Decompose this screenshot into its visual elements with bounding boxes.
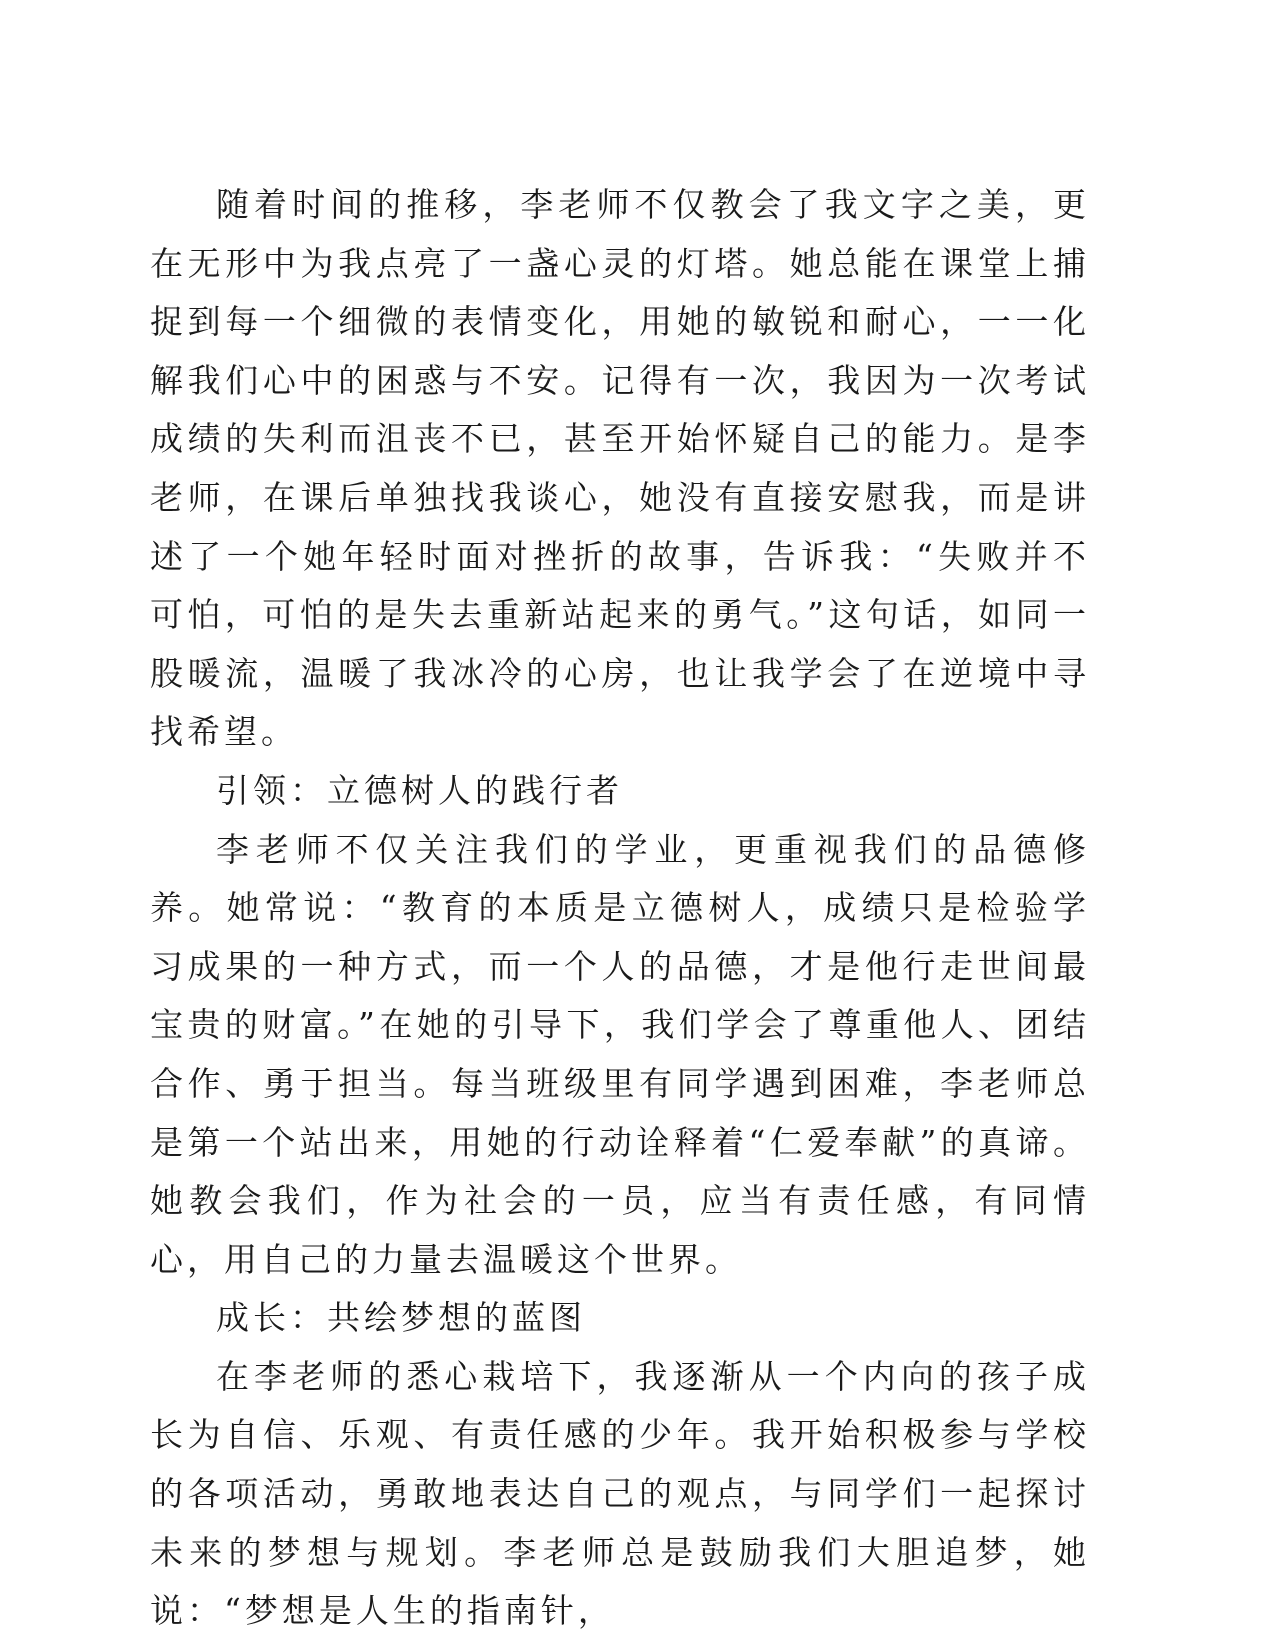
- document-body: [150, 176, 1090, 1641]
- paragraph-growth: 在李老师的悉心栽培下，我逐渐从一个内向的孩子成长为自信、乐观、有责任感的少年。我开始积极参与学校的各项活动，勇敢地表达自己的观点，与同学们一起探讨未来的梦想与规划。李老师总是鼓励我们大胆追梦，她说：“梦想是人生的指南针，: [150, 1356, 1090, 1631]
- paragraph-teaching-beauty: 随着时间的推移，李老师不仅教会了我文字之美，更在无形中为我点亮了一盏心灵的灯塔。她总能在课堂上捕捉到每一个细微的表情变化，用她的敏锐和耐心，一一化解我们心中的困惑与不安。记得有一次，我因为一次考试成绩的失利而沮丧不已，甚至开始怀疑自己的能力。是李老师，在课后单独找我谈心，她没有直接安慰我，而是讲述了一个她年轻时面对挫折的故事，告诉我：“失败并不可怕，可怕的是失去重新站起来的勇气。”这句话，如同一股暖流，温暖了我冰冷的心房，也让我学会了在逆境中寻找希望。: [150, 185, 1090, 752]
- section-heading-leading: 引领：立德树人的践行者: [216, 770, 623, 810]
- paragraph-moral-education: 李老师不仅关注我们的学业，更重视我们的品德修养。她常说：“教育的本质是立德树人，成绩只是检验学习成果的一种方式，而一个人的品德，才是他行走世间最宝贵的财富。”在她的引导下，我们学会了尊重他人、团结合作、勇于担当。每当班级里有同学遇到困难，李老师总是第一个站出来，用她的行动诠释着“仁爱奉献”的真谛。她教会我们，作为社会的一员，应当有责任感，有同情心，用自己的力量去温暖这个世界。: [150, 829, 1090, 1279]
- section-heading-growth: 成长：共绘梦想的蓝图: [216, 1298, 586, 1338]
